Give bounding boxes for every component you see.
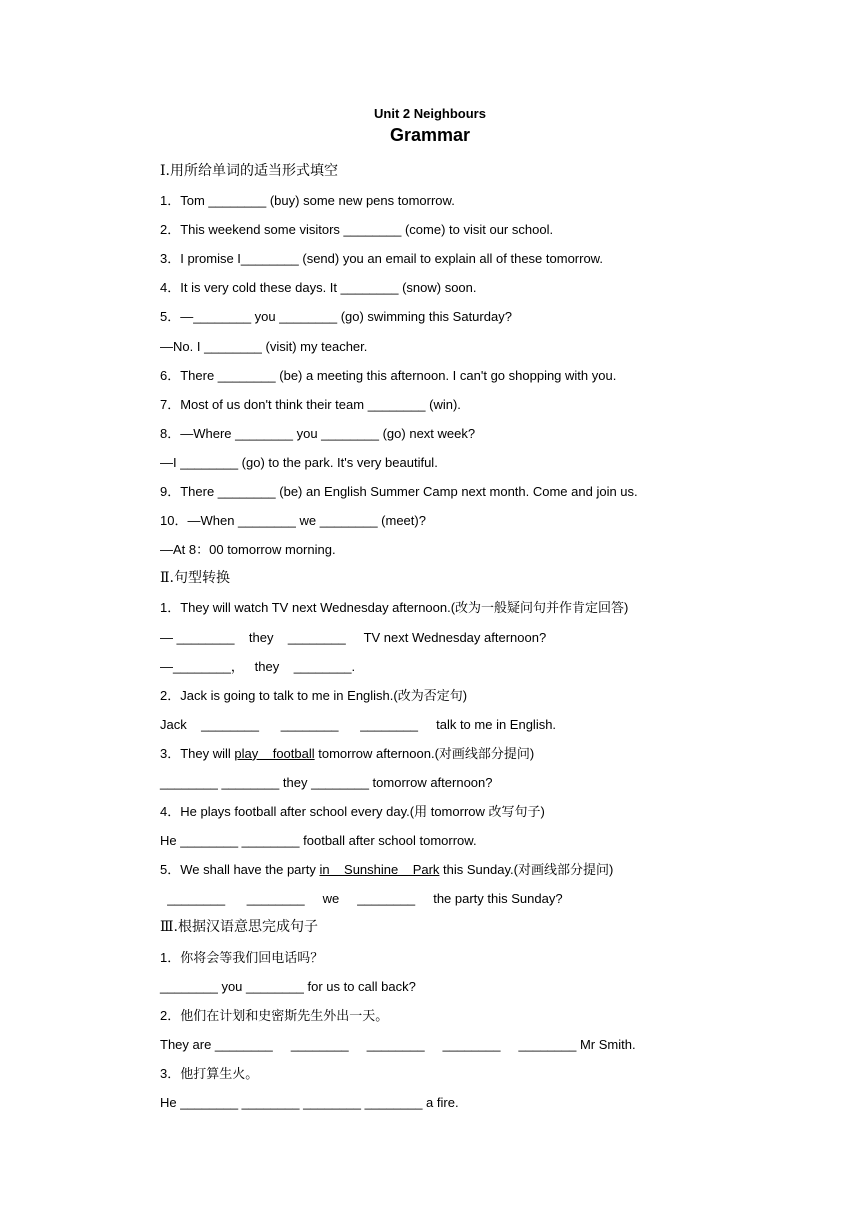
exercise-line: They are ________ ________ ________ ________ ________ Mr Smith. [160,1036,636,1052]
exercise-line: —No. I ________ (visit) my teacher. [160,338,368,354]
exercise-line: —At 8：00 tomorrow morning. [160,542,336,558]
exercise-line: ________ ________ they ________ tomorrow afternoon? [160,774,493,790]
unit-title: Unit 2 Neighbours [374,106,486,121]
section-heading: Ⅲ.根据汉语意思完成句子 [160,919,318,936]
underlined-phrase: play football [234,745,315,761]
section-heading: Ⅱ.句型转换 [160,570,230,587]
section-heading: Ⅰ.用所给单词的适当形式填空 [160,163,338,179]
exercise-line: He ________ ________ ________ ________ a fire. [160,1095,459,1110]
exercise-line: 9．There ________ (be) an English Summer Camp next month. Come and join us. [160,484,638,500]
exercise-line: 4．He plays football after school every day.(用 tomorrow 改写句子) [160,804,545,820]
exercise-line: 1．Tom ________ (buy) some new pens tomorrow. [160,193,455,209]
exercise-line: 7．Most of us don't think their team ________ (win). [160,396,461,412]
line-text: tomorrow afternoon.(对画线部分提问) [314,745,535,761]
exercise-line: 3．I promise I________ (send) you an email to explain all of these tomorrow. [160,251,603,267]
exercise-line [160,739,800,768]
exercise-line: 1．你将会等我们回电话吗？ [160,949,324,965]
exercise-line: 2．Jack is going to talk to me in English.(改为否定句) [160,687,468,703]
exercise-line: — ________ they ________ TV next Wednesday afternoon? [160,629,547,645]
line-text: 5．We shall have the party [160,862,320,878]
exercise-line: 1．They will watch TV next Wednesday afternoon.(改为一般疑问句并作肯定回答) [160,600,629,616]
exercise-line: 10．—When ________ we ________ (meet)? [160,513,426,529]
line-text: 3．They will [160,745,235,761]
line-text: this Sunday.(对画线部分提问) [439,862,614,878]
exercise-line: —I ________ (go) to the park. It's very beautiful. [160,454,438,470]
exercise-line: —________， they ________. [160,658,356,674]
exercise-line: ________ ________ we ________ the party this Sunday? [160,891,563,907]
exercise-line: 3．他打算生火。 [160,1065,259,1081]
exercise-line: He ________ ________ football after school tomorrow. [160,833,477,849]
underlined-phrase: in Sunshine Park [319,862,440,878]
exercise-line: 4．It is very cold these days. It ________ (snow) soon. [160,280,477,296]
exercise-line: 2．他们在计划和史密斯先生外出一天。 [160,1007,389,1023]
exercise-line: 2．This weekend some visitors ________ (come) to visit our school. [160,222,554,238]
exercise-line [160,855,800,884]
exercise-line: ________ you ________ for us to call back? [160,978,416,994]
exercise-line: Jack ________ ________ ________ talk to me in English. [160,716,557,732]
exercise-line: 5．—________ you ________ (go) swimming this Saturday? [160,309,512,325]
exercise-line: 6．There ________ (be) a meeting this afternoon. I can't go shopping with you. [160,367,617,383]
exercise-lines [160,157,800,1117]
exercise-line: 8．—Where ________ you ________ (go) next week? [160,425,476,441]
lesson-title: Grammar [389,125,471,145]
